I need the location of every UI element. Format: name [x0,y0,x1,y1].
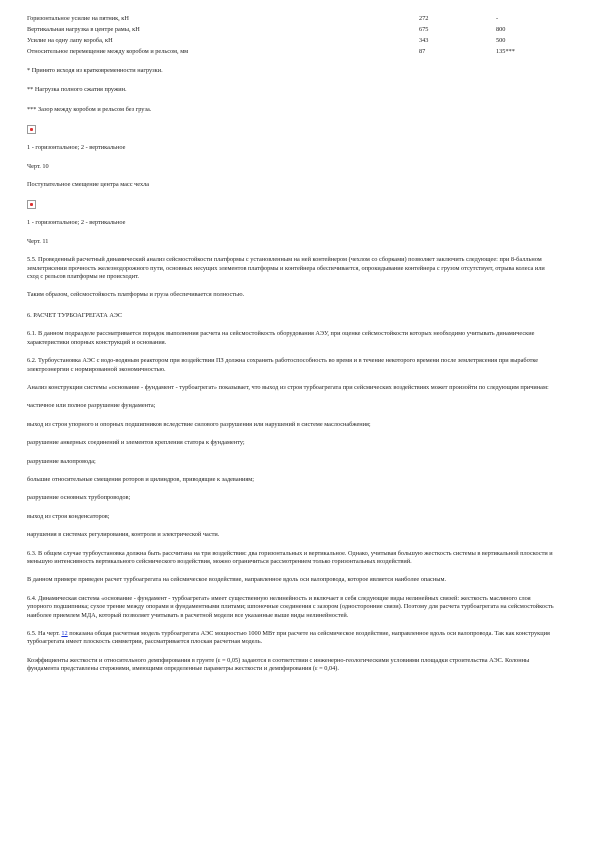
table-cell-value-b: 800 [496,26,506,34]
broken-image-icon [27,200,36,209]
table-cell-value-b: - [496,15,499,23]
loads-table [27,14,527,58]
cause-item: большие относительные смещения роторов и цилиндров, приводящие к задеваниям; [27,475,254,483]
cause-item: частичное или полное разрушение фундамента; [27,402,156,410]
paragraph-6-4: 6.4. Динамическая система «основание - фундамент - турбоагрегат» имеет существенную нелинейность и включает в себя следующие виды нелинейных связей: жесткость масляного слоя упорного подшипника; сухое трение между опорами и фундаментными плитами; шпоночные соединения с зазором (односторонние связи). Поэтому для расчета турбоагрегата на сейсмостойкость наиболее приемлем МДА, который позволяет учитывать в расчетной модели все указанные выше виды нелинейностей. [27,594,554,619]
paragraph-6-5-rest: показана общая расчетная модель турбоагрегата АЭС мощностью 1000 МВт при расчете на сейсмическое воздействие, направленное вдоль оси валопровода. Так как конструкция турбоагрегата имеет плоскость симметрии, рассматривается плоская расчетная модель. [27,630,550,646]
figure-11-label: Черт. 11 [27,237,49,245]
table-cell-label: Усилие на одну лапу короба, кН [27,37,113,45]
paragraph-6-3: 6.3. В общем случае турбоустановка должна быть рассчитана на три воздействия: два горизонтальных и вертикальное. Однако, учитывая большую жесткость системы в вертикальной плоскости и меньшую интенсивность вертикального сейсмического воздействия, можно ограничиться рассмотрением только горизонтальных воздействий. [27,549,553,565]
table-row [27,36,527,47]
figure-10-title: Поступательное смещение центра масс чехла [27,181,150,189]
document-page [27,0,557,674]
cause-item: разрушение валопровода; [27,457,96,465]
paragraph-6-5 [27,630,557,647]
paragraph-analysis: Анализ конструкции системы «основание - фундамент - турбоагрегат» показывает, что выход из строя турбоагрегата при сейсмических воздействиях может произойти по следующим причинам: [27,383,549,391]
figure-12-link[interactable]: 12 [61,630,68,637]
paragraph-6-5-start: 6.5. На черт. [27,630,62,637]
note-3: *** Зазор между коробом и рельсом без груза. [27,105,152,113]
paragraph-conclusion: Таким образом, сейсмостойкость платформы и груза обеспечивается полностью. [27,291,245,299]
cause-item: выход из строя упорного и опорных подшипников вследствие силового разрушения или нарушений в системе маслоснабжения; [27,420,371,428]
table-cell-label: Горизонтальное усилие на пятник, кН [27,15,129,23]
figure-11-caption: 1 - горизонтальное; 2 - вертикальное [27,219,126,227]
note-1: * Принято исходя из кратковременности нагрузки. [27,67,163,74]
table-cell-value-b: 500 [496,37,506,45]
table-cell-label: Относительное перемещение между коробом и рельсом, мм [27,48,189,56]
broken-image-icon [27,125,36,134]
figure-10-caption: 1 - горизонтальное; 2 - вертикальное [27,144,126,152]
figure-10-label: Черт. 10 [27,162,49,170]
table-cell-label: Вертикальная нагрузка в центре рамы, кН [27,26,140,34]
table-cell-value-a: 675 [419,26,429,34]
paragraph-coefficients: Коэффициенты жесткости и относительного демпфирования в грунте (ε = 0,05) задаются в соответствии с инженерно-геологическими условиями площадки строительства АЭС. Колонны фундамента представлены стержнями, имеющими определенные параметры жесткости и демпфирования (ε = 0,04). [27,656,530,673]
paragraph-5-5: 5.5. Проведенный расчетный динамический анализ сейсмостойкости платформы с установленным на ней контейнером (чехлом со сборками) позволяет заключить следующее: при 8-балльном землетрясении прочность железнодорожного пути, основных несущих элементов платформы и контейнера обеспечивается, опрокидывание контейнера с грузом отсутствует, отрыва колеса или сход с рельсов платформы не происходит. [27,256,545,281]
table-row [27,47,527,58]
table-cell-value-a: 87 [419,48,426,56]
table-cell-value-b: 135*** [496,48,515,56]
table-row [27,14,527,25]
cause-item: нарушения в системах регулирования, контроля и электрической части. [27,531,220,539]
cause-item: разрушение основных трубопроводов; [27,494,131,502]
table-row [27,25,527,36]
cause-item: разрушение анкерных соединений и элементов крепления статора к фундаменту; [27,439,245,447]
note-2: ** Нагрузка полного сжатия пружин. [27,86,127,94]
table-cell-value-a: 343 [419,37,429,45]
paragraph-example: В данном примере приведен расчет турбоагрегата на сейсмическое воздействие, направленное вдоль оси валопровода, которое является наиболее опасным. [27,576,447,584]
paragraph-6-1: 6.1. В данном подразделе рассматривается порядок выполнения расчета на сейсмостойкость оборудования АЭУ, при оценке сейсмостойкости которых необходимо учитывать динамические характеристики опорных конструкций и основания. [27,330,535,346]
paragraph-6-2: 6.2. Турбоустановка АЭС с водо-водяным реактором при воздействии ПЗ должна сохранять работоспособность во время и в течение некоторого времени после землетрясения при выработке электроэнергии с нормированной экономичностью. [27,357,539,373]
table-notes [27,67,557,114]
cause-item: выход из строя конденсаторов; [27,512,110,520]
causes-list [27,402,557,539]
table-cell-value-a: 272 [419,15,429,23]
section-heading: 6. РАСЧЕТ ТУРБОАГРЕГАТА АЭС [27,311,123,319]
